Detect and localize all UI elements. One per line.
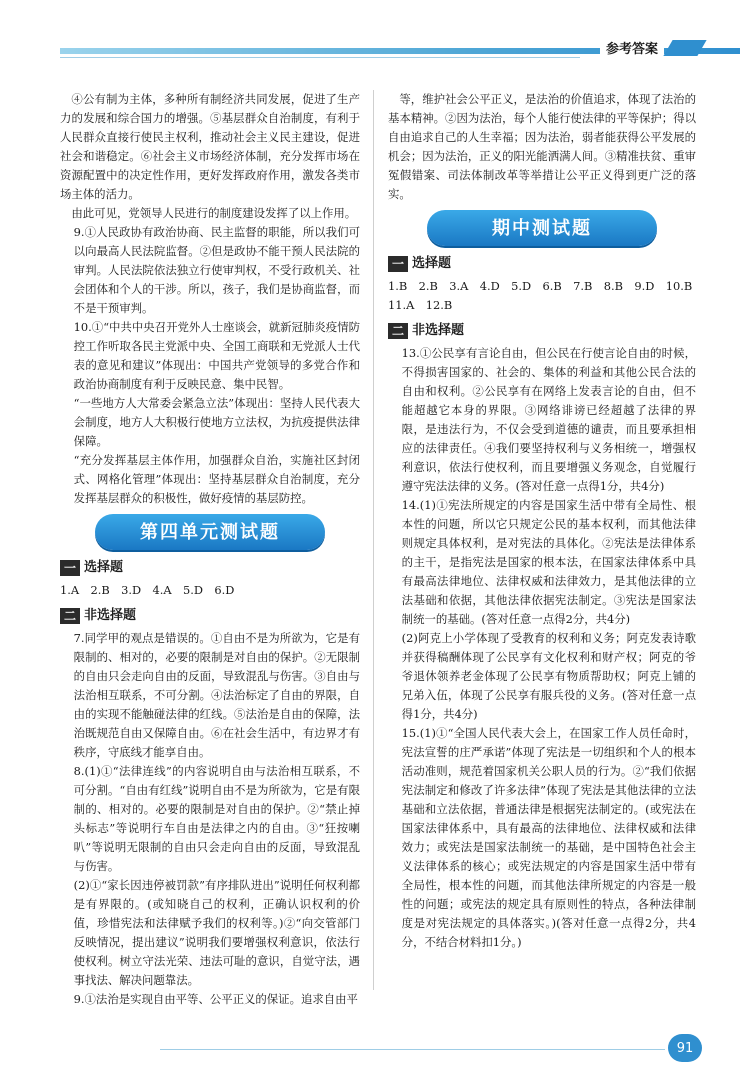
choice-heading [60, 558, 360, 577]
answer-paragraph: 等，维护社会公平正义，是法治的价值追求，体现了法治的基本精神。②因为法治，每个人能行使法律的平等保护；得以自由追求自己的人生幸福；因为法治，弱者能获得公平发展的机会；因为法治，正义的阳光能洒满人间。③精准扶贫、重审冤假错案、司法体制改革等举措让公平正义得到更广泛的落实。 [388, 92, 696, 201]
answer-paragraph: 8.(1)①“法律连线”的内容说明自由与法治相互联系，不可分割。“自由有红线”说明自由不是为所欲为，它是有限制的、相对的。必要的限制是对自由的保护。②“禁止掉头标志”等说明行车自由是法律之内的自由。③“狂按喇叭”等说明无限制的自由只会走向自由的反面，导致混乱与伤害。 [73, 764, 360, 873]
nonchoice-heading-label: 非选择题 [84, 608, 137, 623]
left-column [60, 90, 360, 1009]
answer-paragraph: 13.①公民享有言论自由，但公民在行使言论自由的时候，不得损害国家的、社会的、集体的利益和其他公民合法的自由和权利。②公民享有在网络上发表言论的自由，但不能超越它本身的界限。③网络诽谤已经超越了法律的界限，是违法行为，不仅会受到道德的谴责，而且要承担相应的法律责任。④我们要坚持权利与义务相统一，增强权利意识，依法行使权利，而且要增强义务观念，自觉履行遵守宪法法律的义务。(答对任意一点得1分，共4分) [401, 346, 696, 493]
right-column [388, 90, 696, 952]
answer-paragraph: 15.(1)①“全国人民代表大会上，在国家工作人员任命时，宪法宣誓的庄严承诺”体现了宪法是一切组织和个人的根本活动准则，规范着国家机关公职人员的行为。②“我们依据宪法制定和修改了许多法律”体现了宪法是其他法律的立法基础和立法依据，普通法律是根据宪法制定的。(或宪法在国家法律体系中，具有最高的法律地位、法律权威和法律效力；或宪法是国家法制统一的基础，是中国特色社会主义法律体系的核心；或宪法规定的内容是国家生活中带有全局性，根本性的问题，而其他法律所规定的内容是一般性的问题；或宪法的规定具有原则性的特点，各种法律制度是对宪法规定的具体落实。)(答对任意一点得2分，共4分，不结合材料扣1分。) [401, 726, 696, 949]
nonchoice-mark: 二 [60, 608, 80, 624]
answer-paragraph: “充分发挥基层主体作用，加强群众自治，实施社区封闭式、网格化管理”体现出：坚持基层群众自治制度，充分发挥基层群众的积极性，做好疫情的基层防控。 [73, 453, 360, 505]
header-rule [60, 57, 580, 58]
answer-paragraph: 由此可见，党领导人民进行的制度建设发挥了以上作用。 [71, 206, 357, 220]
answer-paragraph: (2)阿克上小学体现了受教育的权利和义务；阿克发表诗歌并获得稿酬体现了公民享有文化权利和财产权；阿克的爷爷退休领养老金体现了公民享有物质帮助权；阿克上铺的兄弟入伍，体现了公民享有服兵役的义务。(答对任意一点得1分，共4分) [401, 631, 696, 721]
answer-paragraph: 9.①人民政协有政治协商、民主监督的职能，所以我们可以向最高人民法院监督。②但是政协不能干预人民法院的审判。人民法院依法独立行使审判权，不受行政机关、社会团体和个人的干涉。所以，孩子，我们是协商监督，而不是干预审判。 [73, 225, 360, 315]
answer-paragraph: 10.①“中共中央召开党外人士座谈会，就新冠肺炎疫情防控工作听取各民主党派中央、全国工商联和无党派人士代表的意见和建议”体现出：中国共产党领导的多党合作和政治协商制度有利于反映民意、集中民智。 [73, 320, 360, 391]
nonchoice-mark: 二 [388, 323, 408, 339]
column-divider [373, 90, 374, 990]
answer-paragraph: ④公有制为主体，多种所有制经济共同发展，促进了生产力的发展和综合国力的增强。⑤基层群众自治制度，有利于人民群众直接行使民主权利，推动社会主义民主建设，促进社会和谐稳定。⑥社会主义市场经济体制，充分发挥市场在资源配置中的决定性作用，更好发挥政府作用，激发各类市场主体的活力。 [60, 92, 360, 201]
choice-answers: 1.A 2.B 3.D 4.A 5.D 6.D [60, 583, 235, 597]
choice-mark: 一 [388, 256, 408, 272]
footer-rule [160, 1049, 665, 1050]
unit-four-banner: 第四单元测试题 [95, 514, 325, 550]
page-number: 91 [668, 1034, 702, 1062]
answer-paragraph: 14.(1)①宪法所规定的内容是国家生活中带有全局性、根本性的问题，所以它只规定公民的基本权利，而其他法律则规定具体权利，是对宪法的具体化。②宪法是法律体系的主干，是指宪法是国家的根本法，在国家法律体系中具有最高法律地位、法律权威和法律效力，是其他法律的立法基础和依据，其他法律依据宪法制定。③宪法是国家法制统一的基础。(答对任意一点得2分，共4分) [401, 498, 696, 626]
answer-paragraph: 9.①法治是实现自由平等、公平正义的保证。追求自由平 [73, 992, 358, 1006]
nonchoice-heading [60, 606, 360, 625]
choice-answers: 11.A 12.B [388, 298, 453, 312]
choice-mark: 一 [60, 560, 80, 576]
answer-paragraph: (2)①“家长因违停被罚款”有序排队进出”说明任何权利都是有界限的。(或知晓自己的权利，正确认识权利的价值，珍惜宪法和法律赋予我们的权利等。)②“向交管部门反映情况，提出建议”说明我们要增强权利意识，依法行使权利。树立守法光荣、违法可耻的意识，自觉守法，遇事找法、解决问题靠法。 [73, 878, 360, 987]
choice-heading-label: 选择题 [412, 256, 452, 271]
choice-heading-label: 选择题 [84, 560, 124, 575]
nonchoice-heading-label: 非选择题 [412, 323, 465, 338]
answer-paragraph: 7.同学甲的观点是错误的。①自由不是为所欲为，它是有限制的、相对的，必要的限制是对自由的保护。②无限制的自由只会走向自由的反面，导致混乱与伤害。③自由与法治相互联系，不可分割。④法治标定了自由的界限，自由的实现不能触碰法律的红线。⑤法治是自由的保障，法治既规范自由又保障自由。⑥在社会生活中，有边界才有秩序，守底线才能享自由。 [73, 631, 360, 759]
answer-paragraph: “一些地方人大常委会紧急立法”体现出：坚持人民代表大会制度，地方人大积极行使地方立法权，为抗疫提供法律保障。 [73, 396, 360, 448]
choice-heading [388, 254, 696, 273]
choice-answers: 1.B 2.B 3.A 4.D 5.D 6.B 7.B 8.B 9.D 10.B [388, 279, 693, 293]
section-label: 参考答案 [600, 38, 664, 57]
midterm-banner: 期中测试题 [427, 210, 657, 246]
nonchoice-heading [388, 321, 696, 340]
